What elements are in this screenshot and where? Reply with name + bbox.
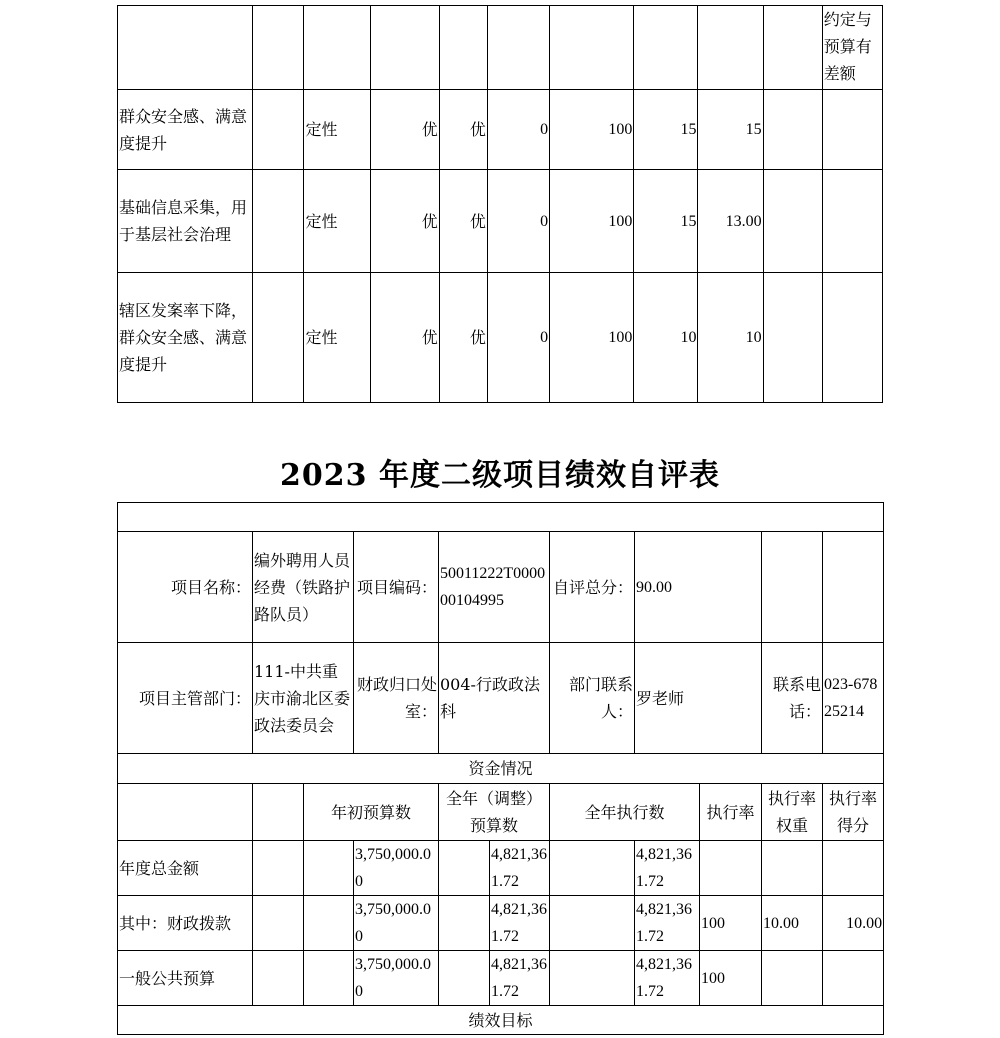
- adjusted-cell: 4,821,361.72: [490, 841, 550, 896]
- percent-cell: 100: [550, 90, 634, 170]
- executed-cell: 4,821,361.72: [635, 841, 700, 896]
- score-cell: 13.00: [698, 170, 763, 273]
- table-header-row: [118, 6, 883, 90]
- actual-cell: 优: [439, 90, 487, 170]
- weight-cell: 10.00: [762, 896, 823, 951]
- dept-info-row: [118, 643, 884, 754]
- table-row: [118, 841, 884, 896]
- phone-label: 联系电话：: [762, 643, 823, 754]
- perf-section-heading: 绩效目标: [118, 1006, 884, 1035]
- funds-header-row: [118, 784, 884, 841]
- funds-row-label: 年度总金额: [118, 841, 253, 896]
- indicator-table: [117, 5, 883, 403]
- total-score: 90.00: [635, 532, 762, 643]
- weight-cell: 10: [634, 273, 698, 403]
- table-row: [118, 90, 883, 170]
- exec-weight-header: 执行率权重: [762, 784, 823, 841]
- funds-row-label: 其中：财政拨款: [118, 896, 253, 951]
- score-cell: [823, 951, 884, 1006]
- contact-value: 罗老师: [635, 643, 762, 754]
- rate-cell: 100: [700, 951, 762, 1006]
- rate-cell: 100: [700, 896, 762, 951]
- executed-cell: 4,821,361.72: [635, 896, 700, 951]
- table-row: [118, 170, 883, 273]
- initial-cell: 3,750,000.00: [354, 896, 439, 951]
- percent-cell: 100: [550, 273, 634, 403]
- percent-cell: 100: [550, 170, 634, 273]
- initial-cell: 3,750,000.00: [354, 841, 439, 896]
- indicator-cell: 辖区发案率下降，群众安全感、满意度提升: [118, 273, 253, 403]
- actual-cell: 优: [439, 273, 487, 403]
- rate-cell: [700, 841, 762, 896]
- executed-header: 全年执行数: [550, 784, 700, 841]
- adjusted-cell: 4,821,361.72: [490, 951, 550, 1006]
- variance-header: 约定与预算有差额: [822, 6, 882, 90]
- exec-rate-header: 执行率: [700, 784, 762, 841]
- adjusted-cell: 4,821,361.72: [490, 896, 550, 951]
- weight-cell: 15: [634, 90, 698, 170]
- indicator-cell: 群众安全感、满意度提升: [118, 90, 253, 170]
- finance-office-label: 财政归口处室：: [354, 643, 439, 754]
- contact-label: 部门联系人：: [550, 643, 635, 754]
- adjusted-budget-header: 全年（调整）预算数: [439, 784, 550, 841]
- target-cell: 优: [370, 273, 439, 403]
- initial-cell: 3,750,000.00: [354, 951, 439, 1006]
- target-cell: 优: [370, 170, 439, 273]
- type-cell: 定性: [304, 90, 370, 170]
- project-code: 50011222T000000104995: [439, 532, 550, 643]
- diff-cell: 0: [487, 170, 549, 273]
- score-cell: 10: [698, 273, 763, 403]
- evaluation-table: [117, 502, 884, 1035]
- phone-value: 023-67825214: [823, 643, 884, 754]
- exec-score-header: 执行率得分: [823, 784, 884, 841]
- weight-cell: 15: [634, 170, 698, 273]
- executed-cell: 4,821,361.72: [635, 951, 700, 1006]
- score-cell: 10.00: [823, 896, 884, 951]
- dept-label: 项目主管部门：: [118, 643, 253, 754]
- perf-section-row: [118, 1006, 884, 1035]
- diff-cell: 0: [487, 90, 549, 170]
- project-name: 编外聘用人员经费（铁路护路队员）: [253, 532, 354, 643]
- table-row: [118, 273, 883, 403]
- score-cell: [823, 841, 884, 896]
- funds-row-label: 一般公共预算: [118, 951, 253, 1006]
- weight-cell: [762, 841, 823, 896]
- funds-section-row: [118, 754, 884, 784]
- indicator-cell: 基础信息采集，用于基层社会治理: [118, 170, 253, 273]
- diff-cell: 0: [487, 273, 549, 403]
- finance-office-value: 004-行政政法科: [439, 643, 550, 754]
- score-cell: 15: [698, 90, 763, 170]
- weight-cell: [762, 951, 823, 1006]
- page-title: 2023 年度二级项目绩效自评表: [280, 458, 720, 493]
- table-row: [118, 896, 884, 951]
- dept-value: 111-中共重庆市渝北区委政法委员会: [253, 643, 354, 754]
- actual-cell: 优: [439, 170, 487, 273]
- funds-section-heading: 资金情况: [118, 754, 884, 784]
- initial-budget-header: 年初预算数: [304, 784, 439, 841]
- total-score-label: 自评总分：: [550, 532, 635, 643]
- project-info-row: [118, 532, 884, 643]
- target-cell: 优: [370, 90, 439, 170]
- type-cell: 定性: [304, 170, 370, 273]
- type-cell: 定性: [304, 273, 370, 403]
- blank-row: [118, 503, 884, 532]
- project-code-label: 项目编码：: [354, 532, 439, 643]
- table-row: [118, 951, 884, 1006]
- project-name-label: 项目名称：: [118, 532, 253, 643]
